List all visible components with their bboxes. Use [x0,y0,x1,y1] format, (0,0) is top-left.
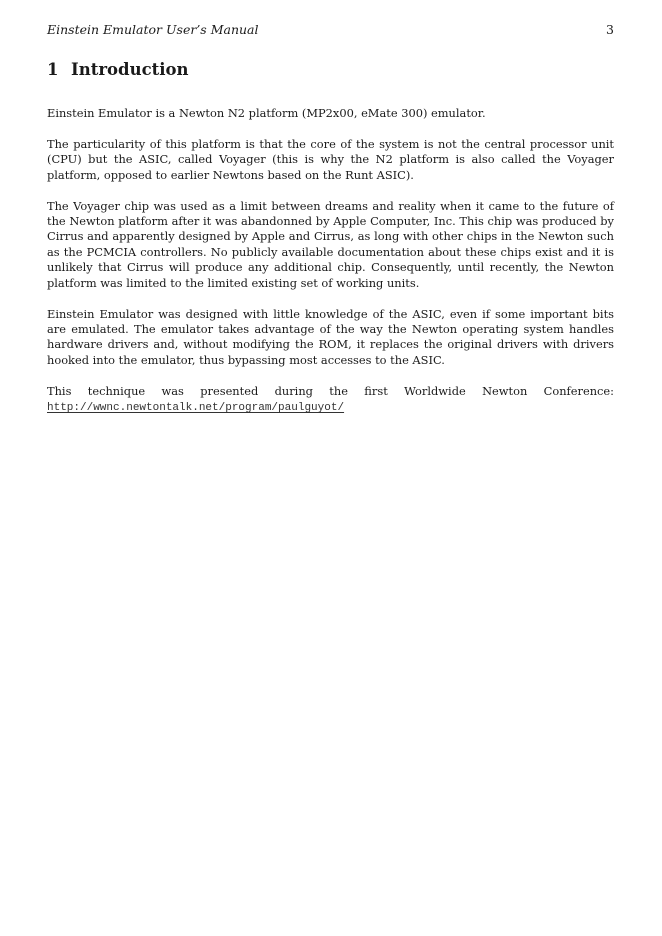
paragraph-design: Einstein Emulator was designed with little knowledge of the ASIC, even if some important bits are emulated. The emulator takes advantage of the way the Newton operating system handles hardware drivers and, without modifying the ROM, it replaces the original drivers with drivers hooked into the emulator, thus bypassing most accesses to the ASIC. [47,306,614,367]
conference-text: This technique was presented during the first Worldwide Newton Conference: [47,383,614,398]
running-header [47,22,614,40]
paragraph-voyager-chip: The Voyager chip was used as a limit between dreams and reality when it came to the future of the Newton platform after it was abandonned by Apple Computer, Inc. This chip was produced by Cirrus and apparently designed by Apple and Cirrus, as long with other chips in the Newton such as the PCMCIA controllers. No publicly available documentation about these chips exist and it is unlikely that Cirrus will produce any additional chip. Consequently, until recently, the Newton platform was limited to the limited existing set of working units. [47,198,614,290]
header-title: Einstein Emulator User’s Manual [47,22,259,37]
paragraph-conference [47,384,614,417]
section-heading [47,60,189,79]
section-number: 1 [47,60,59,79]
paragraph-platform: The particularity of this platform is that the core of the system is not the central processor unit (CPU) but the ASIC, called Voyager (this is why the N2 platform is also called the Voyager platform, opposed to earlier Newtons based on the Runt ASIC). [47,136,614,182]
conference-link[interactable]: http://wwnc.newtontalk.net/program/paulguyot/ [47,402,345,415]
section-body [47,106,614,432]
paragraph-intro: Einstein Emulator is a Newton N2 platform (MP2x00, eMate 300) emulator. [47,106,486,120]
section-title: Introduction [71,60,189,79]
page-number: 3 [606,22,614,37]
